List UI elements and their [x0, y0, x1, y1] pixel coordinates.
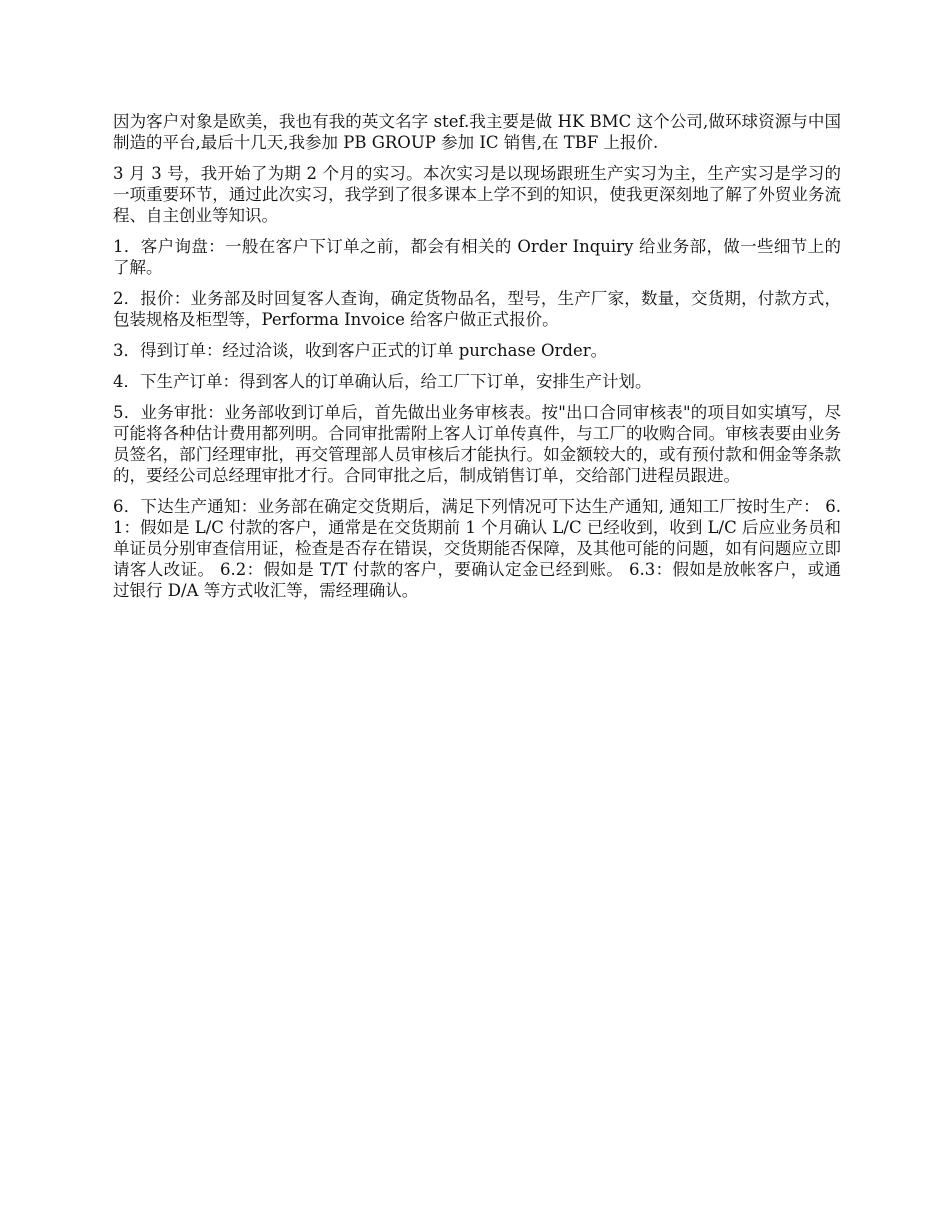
document-body	[113, 111, 841, 611]
paragraph-intro: 因为客户对象是欧美，我也有我的英文名字 stef.我主要是做 HK BMC 这个公司,做环球资源与中国制造的平台,最后十几天,我参加 PB GROUP 参加 IC 销售,在 TBF 上报价.	[113, 112, 841, 152]
paragraph-step-4: 4．下生产订单：得到客人的订单确认后，给工厂下订单，安排生产计划。	[113, 372, 652, 391]
paragraph-step-5: 5．业务审批：业务部收到订单后，首先做出业务审核表。按"出口合同审核表"的项目如实填写，尽可能将各种估计费用都列明。合同审批需附上客人订单传真件，与工厂的收购合同。审核表要由业务员签名，部门经理审批，再交管理部人员审核后才能执行。如金额较大的，或有预付款和佣金等条款的，要经公司总经理审批才行。合同审批之后，制成销售订单，交给部门进程员跟进。	[113, 403, 841, 485]
paragraph-step-6: 6．下达生产通知：业务部在确定交货期后，满足下列情况可下达生产通知, 通知工厂按时生产： 6.1：假如是 L/C 付款的客户，通常是在交货期前 1 个月确认 L/C 已经收到，收到 L/C 后应业务员和单证员分别审查信用证，检查是否存在错误，交货期能否保障，及其他可能的问题，如有问题应立即请客人改证。 6.2：假如是 T/T 付款的客户，要确认定金已经到账。 6.3：假如是放帐客户，或通过银行 D/A 等方式收汇等，需经理确认。	[113, 497, 841, 600]
paragraph-step-3: 3．得到订单：经过洽谈，收到客户正式的订单 purchase Order。	[113, 341, 608, 360]
paragraph-step-2: 2．报价：业务部及时回复客人查询，确定货物品名，型号，生产厂家，数量，交货期，付款方式，包装规格及柜型等，Performa Invoice 给客户做正式报价。	[113, 289, 841, 329]
paragraph-internship: 3 月 3 号，我开始了为期 2 个月的实习。本次实习是以现场跟班生产实习为主，生产实习是学习的一项重要环节，通过此次实习，我学到了很多课本上学不到的知识，使我更深刻地了解了外贸业务流程、自主创业等知识。	[113, 164, 841, 225]
paragraph-step-1: 1．客户询盘：一般在客户下订单之前，都会有相关的 Order Inquiry 给业务部，做一些细节上的了解。	[113, 237, 841, 277]
